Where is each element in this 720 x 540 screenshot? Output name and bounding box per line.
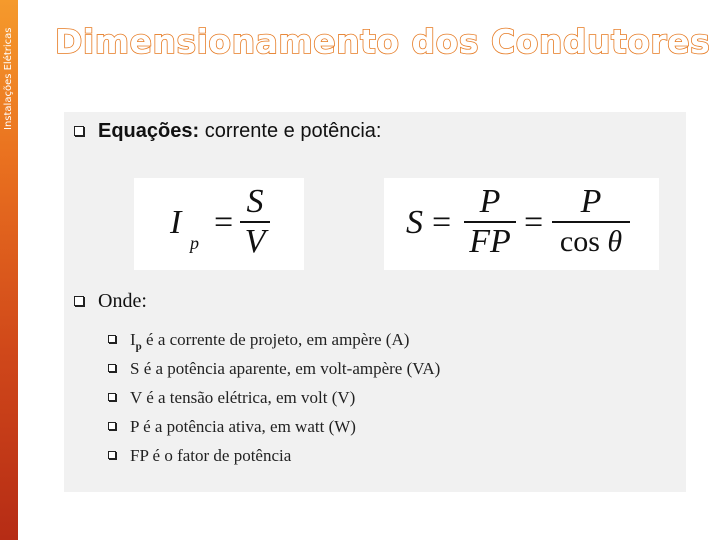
eq1-equals: =	[214, 204, 234, 241]
eq2-numerator-1: P	[479, 183, 501, 220]
eq2-theta: θ	[607, 224, 623, 258]
eq2-fraction-2	[552, 183, 630, 261]
eq2-equals-2: =	[524, 204, 544, 241]
list-item	[108, 325, 440, 354]
list-item	[108, 383, 440, 412]
equations-heading-bold: Equações:	[98, 120, 200, 142]
item-subscript: p	[135, 340, 142, 353]
item-text: V é a tensão elétrica, em volt (V)	[130, 388, 356, 407]
item-text: P é a potência ativa, em watt (W)	[130, 417, 356, 436]
equations-heading	[74, 120, 382, 143]
list-item	[108, 354, 440, 383]
slide-title: Dimensionamento dos Condutores	[55, 22, 711, 61]
eq1-fraction	[240, 183, 270, 261]
square-bullet-icon	[108, 393, 116, 401]
content-panel	[64, 112, 686, 492]
where-heading	[74, 290, 147, 313]
square-bullet-icon	[108, 451, 116, 459]
eq1-numerator: S	[246, 183, 264, 220]
eq2-fraction-1	[464, 183, 516, 261]
square-bullet-icon	[108, 364, 116, 372]
where-label: Onde:	[98, 290, 147, 312]
equation-current	[134, 178, 304, 270]
sidebar-label: Instalações Elétricas	[3, 27, 14, 130]
equations-heading-text: corrente e potência:	[199, 120, 382, 142]
definitions-list	[108, 325, 440, 470]
list-item	[108, 441, 440, 470]
item-text: é a corrente de projeto, em ampère (A)	[141, 330, 410, 349]
sidebar-strip	[0, 0, 18, 540]
item-text: S é a potência aparente, em volt-ampère (VA)	[130, 359, 441, 378]
eq2-equals-1: =	[432, 204, 452, 241]
eq1-denominator: V	[244, 222, 266, 260]
eq2-numerator-2: P	[580, 183, 602, 220]
square-bullet-icon	[74, 126, 84, 136]
square-bullet-icon	[74, 296, 84, 306]
item-prefix: I	[130, 330, 136, 349]
eq2-cos: cos	[559, 224, 600, 258]
eq1-lhs-sub: p	[190, 233, 199, 253]
eq1-lhs: I	[170, 204, 182, 241]
eq2-denominator-1: FP	[469, 222, 511, 260]
item-text: FP é o fator de potência	[130, 446, 292, 465]
equation-apparent-power	[384, 178, 659, 270]
square-bullet-icon	[108, 335, 116, 343]
list-item	[108, 412, 440, 441]
eq2-denominator-2	[552, 223, 630, 261]
square-bullet-icon	[108, 422, 116, 430]
eq2-lhs: S	[406, 204, 423, 241]
